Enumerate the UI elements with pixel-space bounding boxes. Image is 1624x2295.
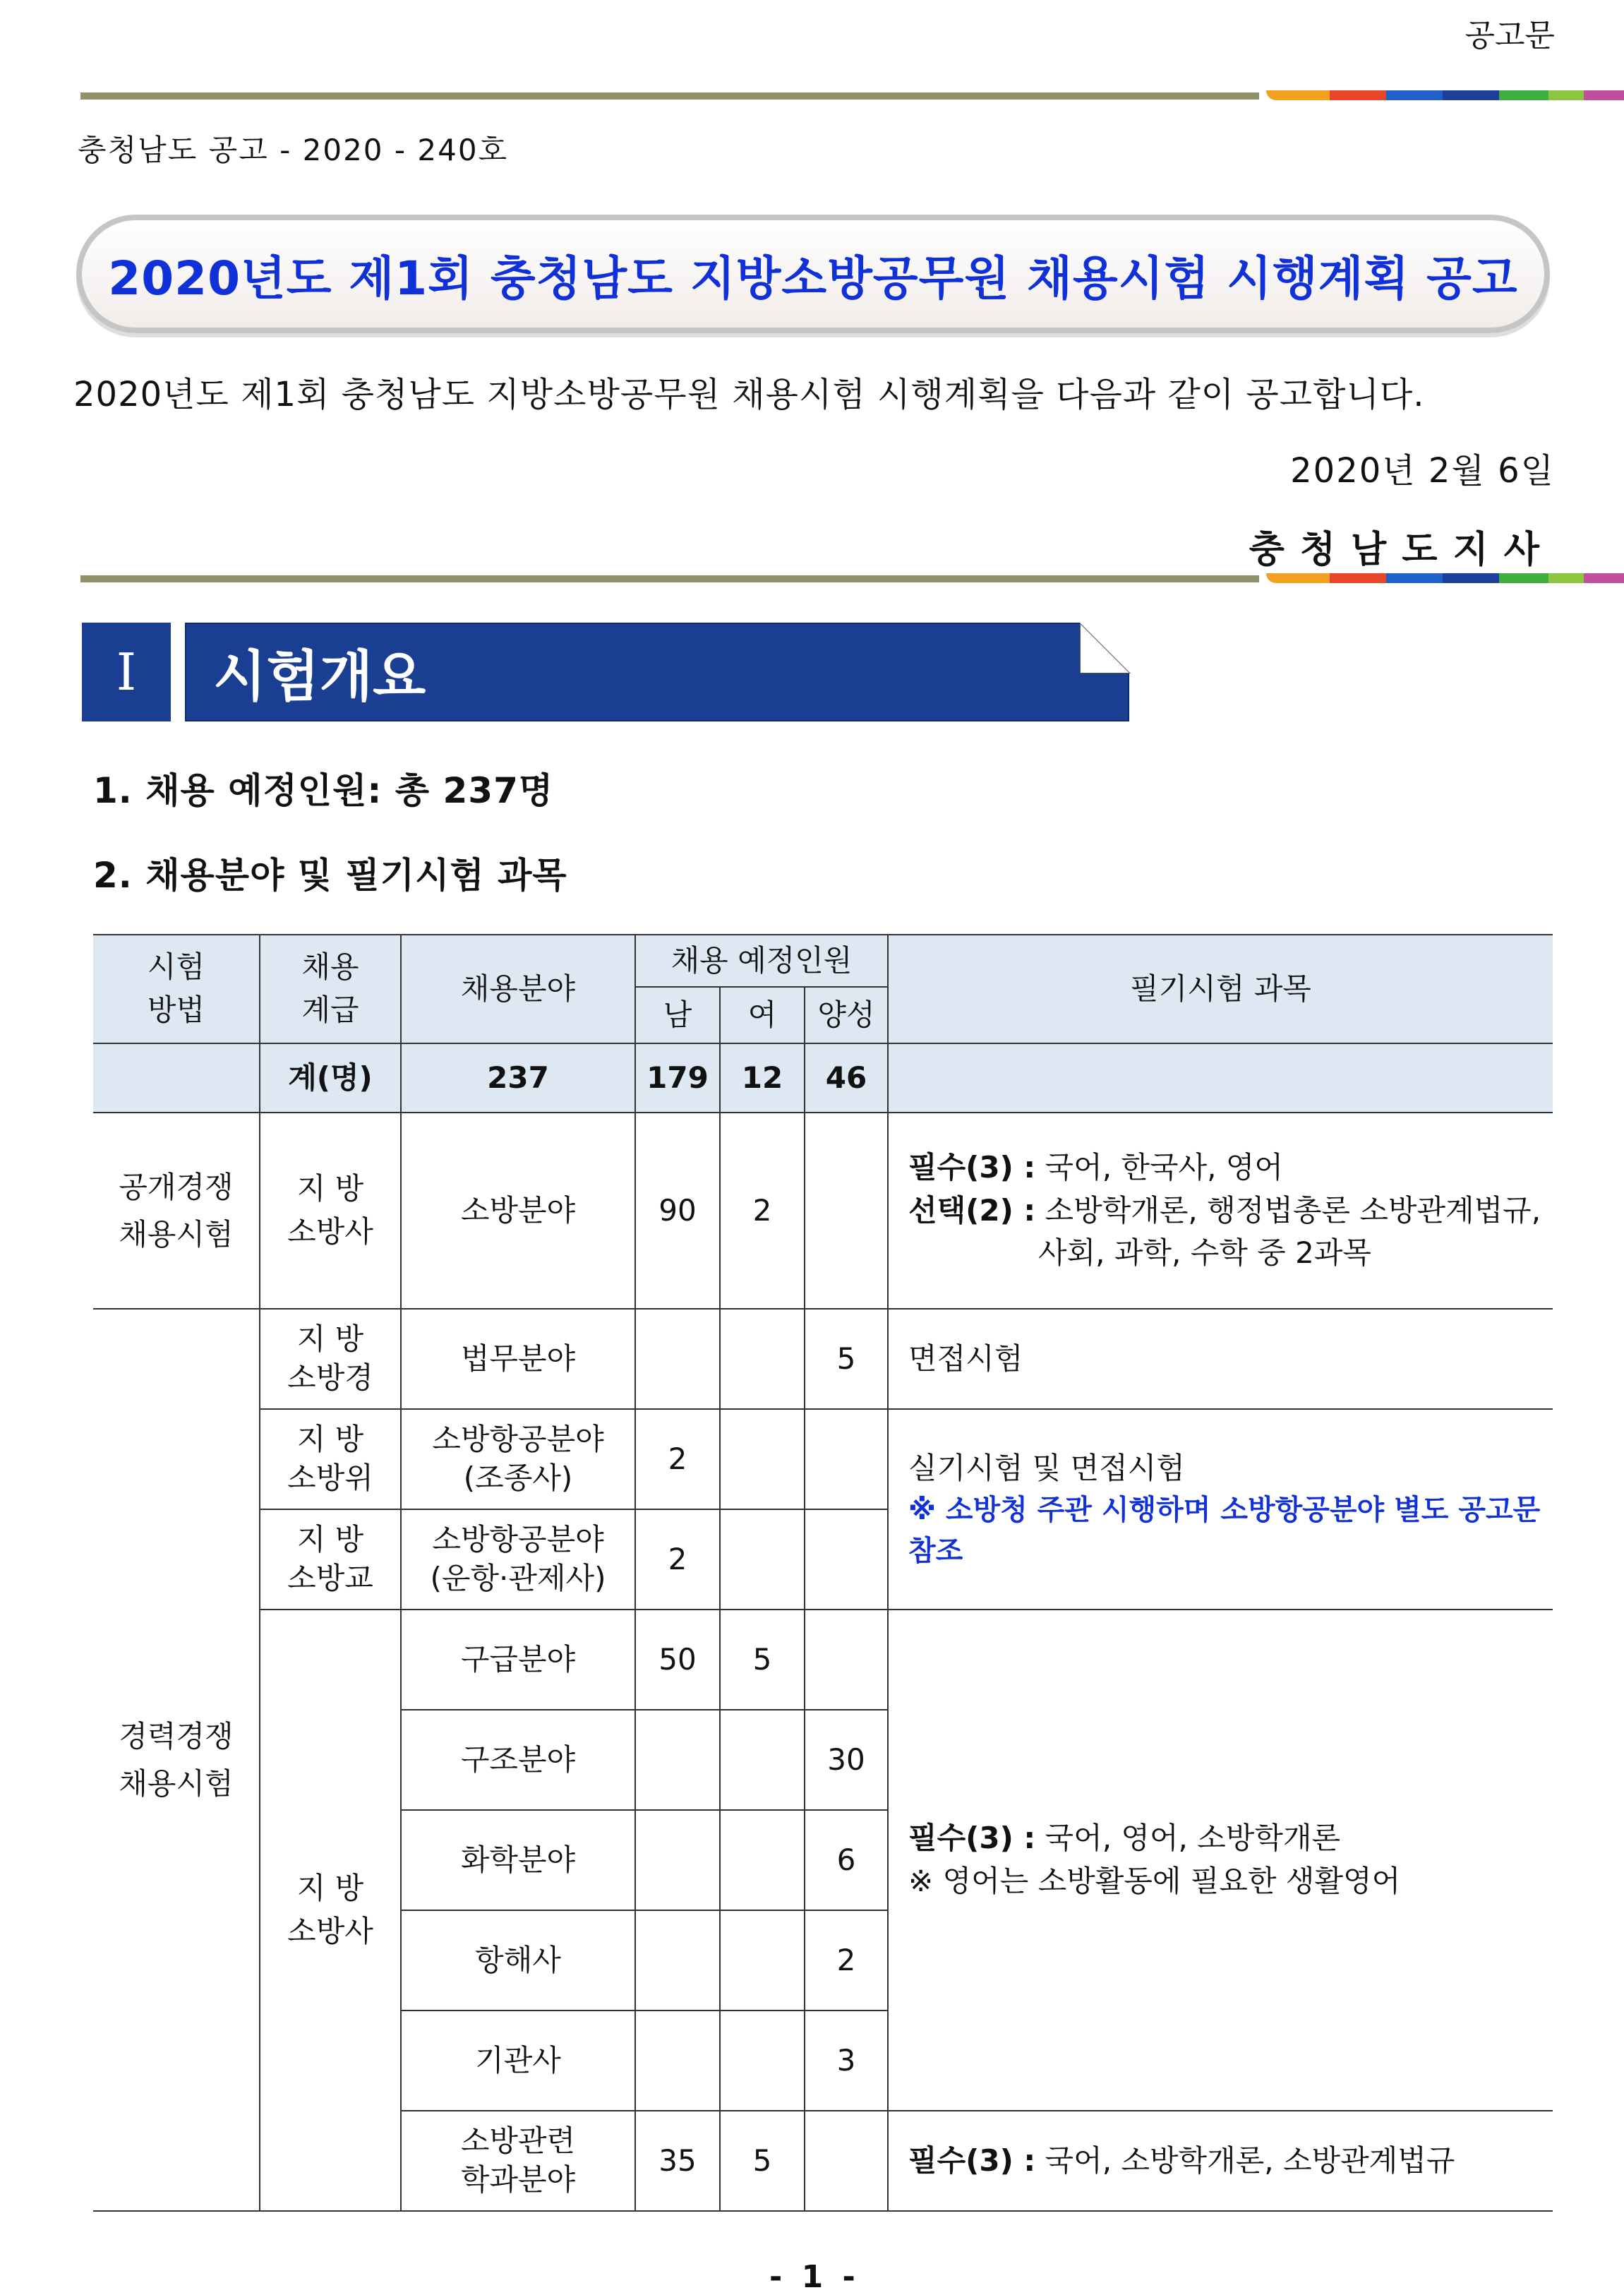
header-female: 여: [720, 987, 805, 1043]
engineer-field: 기관사: [401, 2011, 635, 2111]
title-banner: [76, 215, 1550, 333]
total-female: 12: [720, 1043, 805, 1113]
career-grade: 지 방 소방사: [260, 1610, 401, 2211]
header-planned: 채용 예정인원: [635, 935, 888, 987]
total-row: [93, 1043, 1553, 1113]
navigator-field: 항해사: [401, 1910, 635, 2011]
career-subjects: 필수(3) : 국어, 영어, 소방학개론 ※ 영어는 소방활동에 필요한 생활영어: [888, 1610, 1553, 2111]
decorative-divider-bar: [80, 573, 1554, 583]
section-number: Ⅰ: [82, 623, 171, 721]
emergency-female: 5: [720, 1610, 805, 1710]
issuer-name: 충청남도지사: [1249, 529, 1555, 571]
chemistry-both: 6: [805, 1810, 888, 1910]
fields-subjects-heading: 2. 채용분야 및 필기시험 과목: [93, 855, 567, 896]
table-row-open: [93, 1113, 1553, 1309]
career-method: 경력경쟁 채용시험: [93, 1309, 260, 2211]
engineer-both: 3: [805, 2011, 888, 2111]
table-row-law: [93, 1309, 1553, 1409]
total-male: 179: [635, 1043, 720, 1113]
total-all: 237: [401, 1043, 635, 1113]
law-subjects: 면접시험: [888, 1309, 1553, 1409]
emergency-field: 구급분야: [401, 1610, 635, 1710]
emergency-male: 50: [635, 1610, 720, 1710]
rescue-both: 30: [805, 1710, 888, 1810]
open-male: 90: [635, 1113, 720, 1309]
decorative-header-bar: [80, 90, 1554, 100]
document-title: 2020년도 제1회 충청남도 지방소방공무원 채용시험 시행계획 공고: [108, 251, 1518, 306]
document-type-label: 공고문: [1464, 18, 1555, 54]
aviation-pilot-grade: 지 방 소방위: [260, 1409, 401, 1509]
recruitment-table: [93, 934, 1553, 2212]
aviation-pilot-field: 소방항공분야 (조종사): [401, 1409, 635, 1509]
total-label: 계(명): [260, 1043, 401, 1113]
header-both: 양성: [805, 987, 888, 1043]
section-title: 시험개요: [185, 623, 1129, 721]
career-note: ※ 영어는 소방활동에 필요한 생활영어: [908, 1864, 1401, 1898]
header-field: 채용분야: [401, 935, 635, 1043]
related-field: 소방관련 학과분야: [401, 2111, 635, 2211]
law-field: 법무분야: [401, 1309, 635, 1409]
related-male: 35: [635, 2111, 720, 2211]
navigator-both: 2: [805, 1910, 888, 2011]
open-field: 소방분야: [401, 1113, 635, 1309]
law-grade: 지 방 소방경: [260, 1309, 401, 1409]
table-row-emergency: [93, 1610, 1553, 1710]
open-female: 2: [720, 1113, 805, 1309]
open-grade: 지 방 소방사: [260, 1113, 401, 1309]
aviation-subjects: 실기시험 및 면접시험 ※ 소방청 주관 시행하며 소방항공분야 별도 공고문 참조: [888, 1409, 1553, 1610]
aviation-ops-field: 소방항공분야 (운항·관제사): [401, 1509, 635, 1610]
rescue-field: 구조분야: [401, 1710, 635, 1810]
open-method: 공개경쟁 채용시험: [93, 1113, 260, 1309]
aviation-ops-grade: 지 방 소방교: [260, 1509, 401, 1610]
table-header-row: [93, 935, 1553, 987]
aviation-ops-male: 2: [635, 1509, 720, 1610]
aviation-pilot-male: 2: [635, 1409, 720, 1509]
open-subjects: 필수(3) : 국어, 한국사, 영어 선택(2) : 소방학개론, 행정법총론 소방관계법규, 사회, 과학, 수학 중 2과목: [888, 1113, 1553, 1309]
related-female: 5: [720, 2111, 805, 2211]
header-method: 시험 방법: [93, 935, 260, 1043]
issue-date: 2020년 2월 6일: [1290, 451, 1555, 491]
aviation-note: ※ 소방청 주관 시행하며 소방항공분야 별도 공고문 참조: [908, 1494, 1541, 1568]
related-subjects: 필수(3) : 국어, 소방학개론, 소방관계법규: [888, 2111, 1553, 2211]
page-fold-icon: [1080, 623, 1131, 673]
header-male: 남: [635, 987, 720, 1043]
header-grade: 채용 계급: [260, 935, 401, 1043]
table-row-aviation-pilot: [93, 1409, 1553, 1509]
law-both: 5: [805, 1309, 888, 1409]
page-number: - 1 -: [769, 2259, 860, 2295]
header-subjects: 필기시험 과목: [888, 935, 1553, 1043]
notice-number: 충청남도 공고 - 2020 - 240호: [78, 133, 509, 167]
total-both: 46: [805, 1043, 888, 1113]
intro-text: 2020년도 제1회 충청남도 지방소방공무원 채용시험 시행계획을 다음과 같이 공고합니다.: [73, 375, 1425, 414]
chemistry-field: 화학분야: [401, 1810, 635, 1910]
recruit-total-heading: 1. 채용 예정인원: 총 237명: [93, 770, 554, 811]
